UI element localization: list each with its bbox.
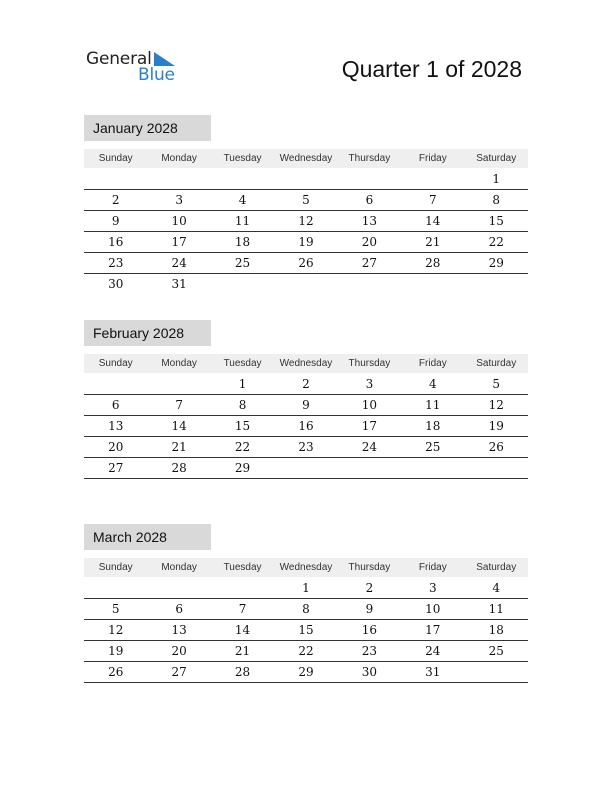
day-cell: 3 xyxy=(429,581,437,595)
day-cell: 23 xyxy=(298,440,314,454)
day-cell: 30 xyxy=(108,277,124,291)
day-cell xyxy=(211,578,274,598)
day-cell: 29 xyxy=(298,665,314,679)
day-cell: 11 xyxy=(425,398,441,412)
day-cell xyxy=(274,458,337,478)
weekday-label: Wednesday xyxy=(279,562,333,573)
day-cell: 20 xyxy=(361,235,378,249)
day-cell: 3 xyxy=(175,193,183,207)
week-row xyxy=(84,395,528,416)
weekday-label: Thursday xyxy=(348,358,391,369)
day-cell: 11 xyxy=(234,214,251,228)
day-cell xyxy=(147,578,210,598)
day-cell: 8 xyxy=(302,602,310,616)
day-cell xyxy=(84,374,147,394)
day-cell: 26 xyxy=(488,440,504,454)
weekday-label: Wednesday xyxy=(279,153,333,164)
day-cell: 17 xyxy=(425,623,441,637)
day-cell xyxy=(465,274,528,294)
day-cell: 26 xyxy=(108,665,124,679)
day-cell xyxy=(401,458,464,478)
weekday-label: Monday xyxy=(161,153,197,164)
day-cell: 18 xyxy=(488,623,504,637)
day-cell: 25 xyxy=(425,440,441,454)
week-row xyxy=(84,190,528,211)
day-cell: 24 xyxy=(425,644,441,658)
weekday-header-row xyxy=(84,558,528,578)
weekday-label: Tuesday xyxy=(223,358,262,369)
day-cell: 5 xyxy=(302,193,310,207)
day-cell: 28 xyxy=(425,256,441,270)
week-row xyxy=(84,620,528,641)
weekday-label: Saturday xyxy=(476,562,517,573)
day-cell xyxy=(84,169,147,189)
day-cell xyxy=(211,274,274,294)
day-cell: 14 xyxy=(234,623,251,637)
day-cell: 19 xyxy=(488,419,504,433)
weekday-label: Friday xyxy=(418,153,447,164)
day-cell: 13 xyxy=(361,214,378,228)
week-row xyxy=(84,641,528,662)
day-cell: 8 xyxy=(238,398,247,412)
month-block xyxy=(84,115,528,294)
day-cell: 4 xyxy=(429,377,437,391)
weekday-label: Tuesday xyxy=(223,562,262,573)
day-cell: 7 xyxy=(175,398,183,412)
logo-text-general: General xyxy=(86,49,152,69)
day-cell: 27 xyxy=(108,461,124,475)
day-cell xyxy=(211,169,274,189)
day-cell xyxy=(274,274,337,294)
week-row xyxy=(84,211,528,232)
day-cell: 16 xyxy=(108,235,124,249)
day-cell: 22 xyxy=(234,440,251,454)
day-cell: 2 xyxy=(365,581,374,595)
month-title: February 2028 xyxy=(84,320,211,346)
day-cell: 1 xyxy=(302,581,310,595)
day-cell xyxy=(401,169,464,189)
day-cell: 29 xyxy=(234,461,251,475)
day-cell xyxy=(338,274,401,294)
month-title: March 2028 xyxy=(84,524,211,550)
week-row xyxy=(84,274,528,294)
day-cell: 26 xyxy=(298,256,314,270)
day-cell: 18 xyxy=(234,235,251,249)
weekday-label: Thursday xyxy=(348,153,391,164)
day-cell: 12 xyxy=(108,623,124,637)
logo-text-blue: Blue xyxy=(138,65,175,85)
day-cell xyxy=(147,374,210,394)
month-block xyxy=(84,320,528,479)
day-cell: 24 xyxy=(171,256,187,270)
day-cell: 6 xyxy=(175,602,183,616)
day-cell: 7 xyxy=(238,602,247,616)
day-cell: 28 xyxy=(171,461,187,475)
week-row xyxy=(84,437,528,458)
day-cell: 10 xyxy=(425,602,441,616)
day-cell: 30 xyxy=(361,665,378,679)
day-cell: 16 xyxy=(361,623,378,637)
page-title: Quarter 1 of 2028 xyxy=(341,56,522,82)
weekday-label: Sunday xyxy=(98,153,133,164)
week-row xyxy=(84,253,528,274)
weekday-label: Tuesday xyxy=(223,153,262,164)
day-cell: 6 xyxy=(365,193,374,207)
day-cell: 28 xyxy=(234,665,251,679)
weekday-label: Saturday xyxy=(476,358,517,369)
day-cell: 7 xyxy=(429,193,437,207)
day-cell xyxy=(401,274,464,294)
day-cell xyxy=(274,169,337,189)
day-cell xyxy=(84,578,147,598)
day-cell: 14 xyxy=(425,214,441,228)
day-cell: 15 xyxy=(488,214,504,228)
day-cell xyxy=(338,458,401,478)
day-cell: 21 xyxy=(234,644,251,658)
day-cell: 31 xyxy=(171,277,187,291)
day-cell xyxy=(338,169,401,189)
day-cell: 20 xyxy=(108,440,124,454)
week-row xyxy=(84,232,528,253)
day-cell: 5 xyxy=(111,602,120,616)
week-row xyxy=(84,578,528,599)
day-cell: 4 xyxy=(492,581,501,595)
day-cell xyxy=(465,662,528,682)
day-cell: 27 xyxy=(171,665,187,679)
day-cell: 10 xyxy=(171,214,187,228)
day-cell: 1 xyxy=(492,172,501,186)
day-cell: 3 xyxy=(365,377,374,391)
day-cell: 15 xyxy=(234,419,251,433)
weekday-label: Friday xyxy=(418,358,447,369)
day-cell: 1 xyxy=(238,377,247,391)
day-cell: 19 xyxy=(298,235,314,249)
day-cell: 9 xyxy=(111,214,120,228)
week-row xyxy=(84,416,528,437)
logo xyxy=(86,49,186,85)
day-cell: 25 xyxy=(234,256,251,270)
day-cell: 9 xyxy=(302,398,310,412)
day-cell: 17 xyxy=(361,419,378,433)
day-cell: 16 xyxy=(298,419,314,433)
week-row xyxy=(84,599,528,620)
weekday-header-row xyxy=(84,149,528,169)
weekday-label: Monday xyxy=(161,358,197,369)
day-cell: 14 xyxy=(171,419,187,433)
week-row xyxy=(84,374,528,395)
day-cell: 13 xyxy=(108,419,124,433)
day-cell: 29 xyxy=(488,256,504,270)
day-cell: 12 xyxy=(298,214,314,228)
day-cell: 23 xyxy=(108,256,124,270)
weekday-label: Thursday xyxy=(348,562,391,573)
day-cell: 21 xyxy=(425,235,441,249)
day-cell: 9 xyxy=(365,602,374,616)
day-cell: 22 xyxy=(488,235,504,249)
week-row xyxy=(84,169,528,190)
weekday-label: Saturday xyxy=(476,153,517,164)
day-cell: 20 xyxy=(171,644,187,658)
day-cell: 4 xyxy=(238,193,247,207)
day-cell: 24 xyxy=(361,440,378,454)
day-cell xyxy=(465,458,528,478)
week-row xyxy=(84,458,528,479)
weekday-header-row xyxy=(84,354,528,374)
day-cell: 18 xyxy=(425,419,441,433)
day-cell: 2 xyxy=(111,193,120,207)
day-cell: 11 xyxy=(488,602,504,616)
day-cell: 17 xyxy=(171,235,187,249)
day-cell: 22 xyxy=(298,644,314,658)
day-cell: 5 xyxy=(492,377,501,391)
weekday-label: Sunday xyxy=(98,358,133,369)
weekday-label: Monday xyxy=(161,562,197,573)
weekday-label: Friday xyxy=(418,562,447,573)
weekday-label: Wednesday xyxy=(279,358,333,369)
month-title: January 2028 xyxy=(84,115,211,141)
day-cell: 8 xyxy=(492,193,501,207)
weekday-label: Sunday xyxy=(98,562,133,573)
day-cell: 12 xyxy=(488,398,504,412)
day-cell: 2 xyxy=(302,377,310,391)
day-cell: 15 xyxy=(298,623,314,637)
day-cell: 19 xyxy=(108,644,124,658)
day-cell: 10 xyxy=(361,398,378,412)
day-cell: 27 xyxy=(361,256,378,270)
day-cell: 23 xyxy=(361,644,378,658)
day-cell: 21 xyxy=(171,440,187,454)
month-block xyxy=(84,524,528,683)
day-cell: 13 xyxy=(171,623,187,637)
day-cell xyxy=(147,169,210,189)
day-cell: 25 xyxy=(488,644,504,658)
day-cell: 31 xyxy=(425,665,441,679)
week-row xyxy=(84,662,528,683)
day-cell: 6 xyxy=(111,398,120,412)
